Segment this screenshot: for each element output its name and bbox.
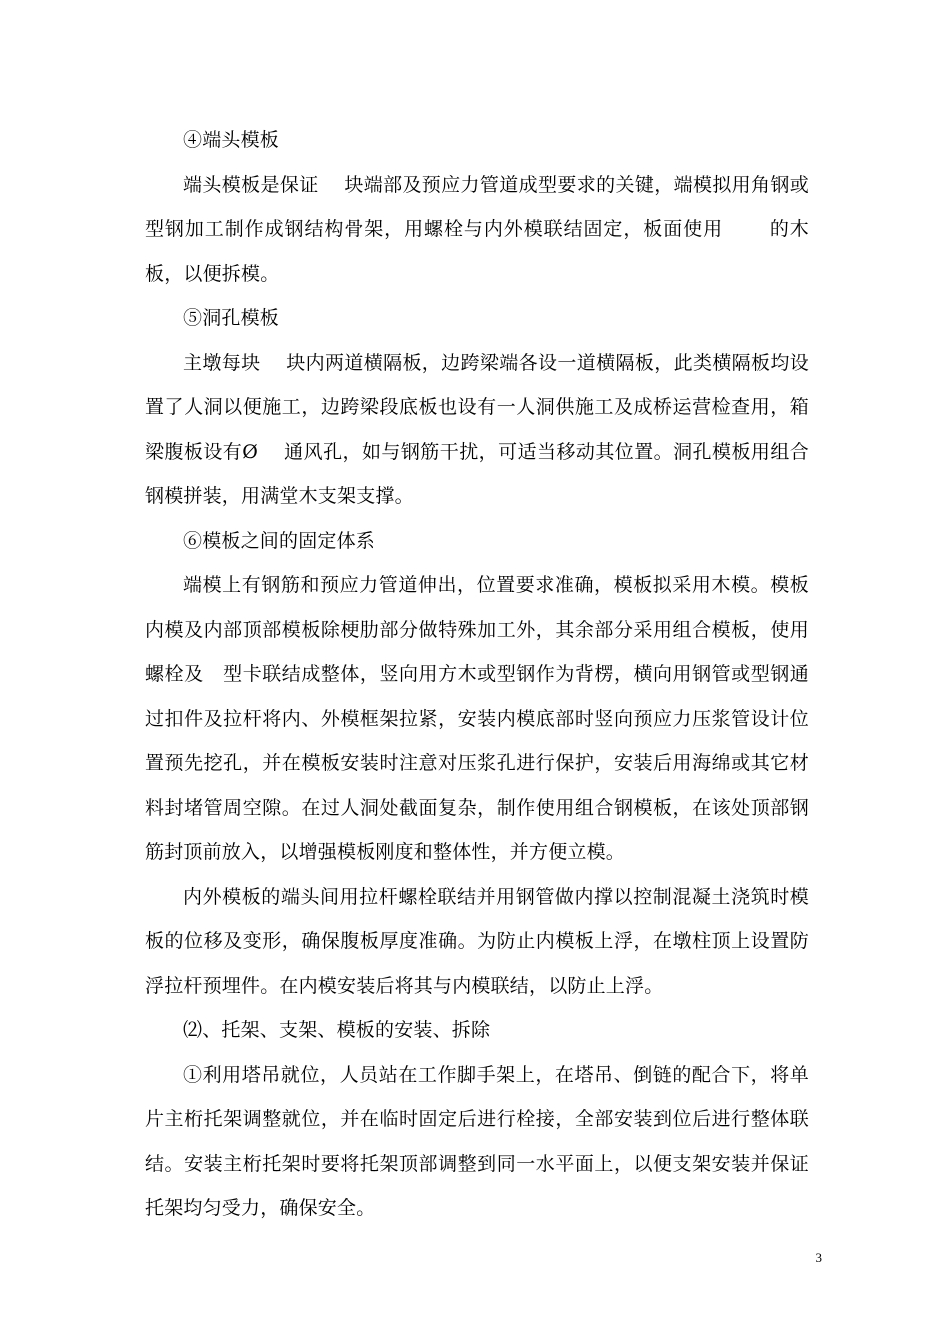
- paragraph-formwork-fixing-system: 端模上有钢筋和预应力管道伸出，位置要求准确，模板拟采用木模。模板内模及内部顶部模板除梗肋部分做特殊加工外，其余部分采用组合模板，使用螺栓及 型卡联结成整体，竖向用方木或型钢作为背楞，横向用钢管或型钢通过扣件及拉杆将内、外模框架拉紧，安装内模底部时竖向预应力压浆管设计位置预先挖孔，并在模板安装时注意对压浆孔进行保护，安装后用海绵或其它材料封堵管周空隙。在过人洞处截面复杂，制作使用组合钢模板，在该处顶部钢筋封顶前放入，以增强模板刚度和整体性，并方便立模。: [145, 574, 809, 863]
- page-number: 3: [815, 1250, 822, 1265]
- heading-end-formwork: ④端头模板: [183, 129, 280, 151]
- heading-formwork-fixing-system: ⑥模板之间的固定体系: [183, 529, 376, 552]
- paragraph-inner-outer-formwork: 内外模板的端头间用拉杆螺栓联结并用钢管做内撑以控制混凝土浇筑时模板的位移及变形，确保腹板厚度准确。为防止内模板上浮，在墩柱顶上设置防浮拉杆预埋件。在内模安装后将其与内模联结，以防止上浮。: [145, 885, 809, 997]
- heading-installation-removal: ⑵、托架、支架、模板的安装、拆除: [183, 1019, 491, 1041]
- paragraph-tower-crane-installation: ①利用塔吊就位，人员站在工作脚手架上，在塔吊、倒链的配合下，将单片主桁托架调整就位，并在临时固定后进行栓接，全部安装到位后进行整体联结。安装主桁托架时要将托架顶部调整到同一水平面上，以便支架安装并保证托架均匀受力，确保安全。: [145, 1063, 809, 1219]
- paragraph-hole-formwork: 主墩每块 块内两道横隔板，边跨梁端各设一道横隔板，此类横隔板均设置了人洞以便施工，边跨梁段底板也设有一人洞供施工及成桥运营检查用，箱梁腹板设有Ø 通风孔，如与钢筋干扰，可适当移动其位置。洞孔模板用组合钢模拼装，用满堂木支架支撑。: [145, 351, 809, 507]
- heading-hole-formwork: ⑤洞孔模板: [183, 307, 280, 329]
- document-body: [145, 118, 809, 1231]
- paragraph-end-formwork: 端头模板是保证 块端部及预应力管道成型要求的关键，端模拟用角钢或型钢加工制作成钢结构骨架，用螺栓与内外模联结固定，板面使用 的木板，以便拆模。: [145, 173, 809, 285]
